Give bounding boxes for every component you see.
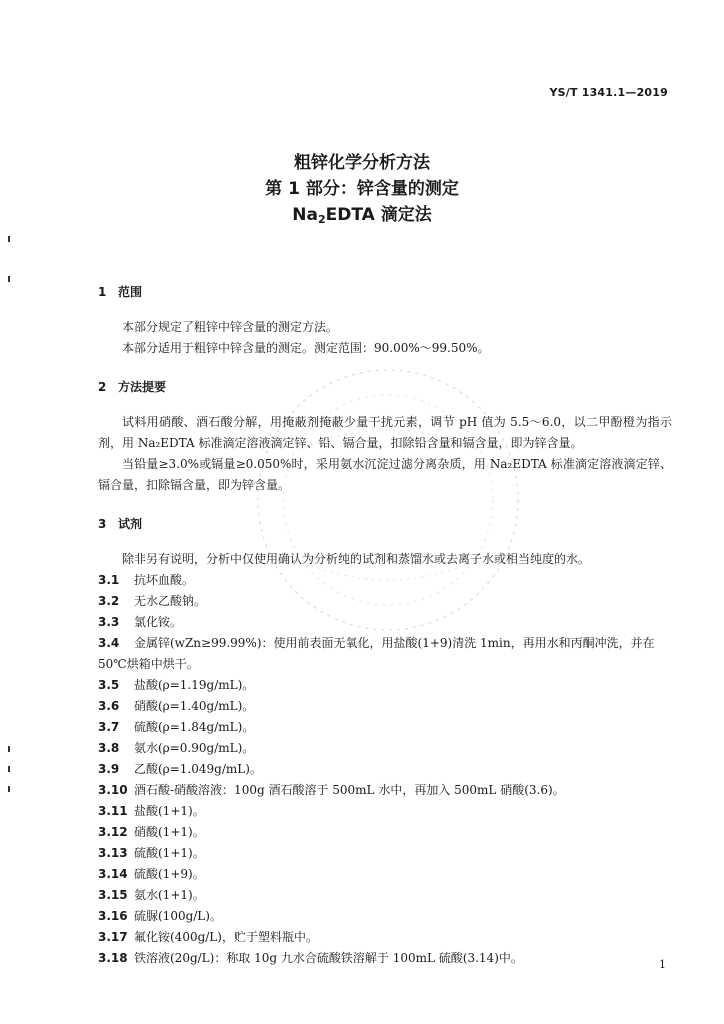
reagent-item [98,801,672,822]
reagent-item [98,633,672,654]
reagent-number: 3.11 [98,804,128,818]
reagent-text: 硫酸(ρ=1.84g/mL)。 [134,720,255,734]
reagent-number: 3.18 [98,951,128,965]
reagent-number: 3.14 [98,867,128,881]
section-1-title: 范围 [118,285,143,299]
reagent-text: 金属锌(wZn≥99.99%)：使用前表面无氧化，用盐酸(1+9)清洗 1min，再用水和丙酮冲洗，并在 [134,636,655,650]
title-block [0,150,724,233]
reagent-item [98,927,672,948]
scope-paragraph-2: 本部分适用于粗锌中锌含量的测定。测定范围：90.00%～99.50%。 [122,341,490,355]
title-line-3-pre: Na [292,205,318,225]
reagent-item [98,822,672,843]
reagent-item [98,675,672,696]
reagent-item [98,864,672,885]
page-number: 1 [659,958,666,971]
method-paragraph-1: 试料用硝酸、酒石酸分解，用掩蔽剂掩蔽少量干扰元素，调节 pH 值为 5.5～6.0，以二甲酚橙为指示剂，用 Na₂EDTA 标准滴定溶液滴定锌、铅、镉合量，扣除铅含量和镉含量，即为锌含量。 [98,415,672,450]
reagent-text: 硝酸(ρ=1.40g/mL)。 [134,699,255,713]
method-paragraph-2: 当铅量≥3.0%或镉量≥0.050%时，采用氨水沉淀过滤分离杂质，用 Na₂EDTA 标准滴定溶液滴定锌、镉合量，扣除镉含量，即为锌含量。 [98,457,672,492]
reagent-text: 氨水(ρ=0.90g/mL)。 [134,741,255,755]
reagent-list [98,570,672,969]
reagent-number: 3.13 [98,846,128,860]
reagent-item [98,780,672,801]
reagent-text: 氟化铵(400g/L)，贮于塑料瓶中。 [134,930,318,944]
reagent-number: 3.17 [98,930,128,944]
reagent-item [98,591,672,612]
reagent-number: 3.1 [98,573,120,587]
reagent-number: 3.5 [98,678,120,692]
reagent-text: 铁溶液(20g/L)：称取 10g 九水合硫酸铁溶解于 100mL 硫酸(3.14)中。 [134,951,523,965]
reagent-text: 硫脲(100g/L)。 [134,909,222,923]
title-line-1: 粗锌化学分析方法 [294,153,430,173]
title-line-2: 第 1 部分：锌含量的测定 [265,179,459,199]
standard-code: YS/T 1341.1—2019 [549,86,668,99]
reagent-item [98,738,672,759]
reagent-text: 盐酸(ρ=1.19g/mL)。 [134,678,255,692]
title-line-3-post: EDTA 滴定法 [325,205,432,225]
reagent-text: 硫酸(1+9)。 [134,867,205,881]
section-2-number: 2 [98,380,107,394]
section-3-title: 试剂 [118,517,143,531]
document-body [98,282,672,969]
reagent-number: 3.4 [98,636,120,650]
reagent-item [98,570,672,591]
reagent-number: 3.15 [98,888,128,902]
reagent-text-continuation: 50℃烘箱中烘干。 [98,657,199,671]
section-3-heading [98,514,672,535]
reagents-intro: 除非另有说明，分析中仅使用确认为分析纯的试剂和蒸馏水或去离子水或相当纯度的水。 [122,552,591,566]
reagent-text: 氯化铵。 [134,615,183,629]
reagent-item [98,717,672,738]
scan-mark [8,276,10,282]
scan-mark [8,746,10,752]
reagent-number: 3.10 [98,783,128,797]
reagent-text: 硝酸(1+1)。 [134,825,205,839]
section-2-title: 方法提要 [118,380,167,394]
reagent-item [98,948,672,969]
reagent-number: 3.2 [98,594,120,608]
reagent-item [98,612,672,633]
reagent-number: 3.9 [98,762,120,776]
reagent-item [98,906,672,927]
title-line-3 [0,202,724,233]
reagent-text: 盐酸(1+1)。 [134,804,205,818]
reagent-text: 抗坏血酸。 [134,573,195,587]
reagent-number: 3.16 [98,909,128,923]
scan-mark [8,786,10,792]
reagent-number: 3.8 [98,741,120,755]
section-1-heading [98,282,672,303]
title-line-3-sub: 2 [317,213,326,226]
reagent-item [98,696,672,717]
scan-mark [8,766,10,772]
reagent-number: 3.7 [98,720,120,734]
reagent-number: 3.6 [98,699,120,713]
reagent-text: 硫酸(1+1)。 [134,846,205,860]
section-3-number: 3 [98,517,107,531]
section-1-number: 1 [98,285,107,299]
reagent-item [98,885,672,906]
reagent-text: 乙酸(ρ=1.049g/mL)。 [134,762,262,776]
reagent-item [98,843,672,864]
section-2-heading [98,377,672,398]
reagent-number: 3.3 [98,615,120,629]
reagent-text: 氨水(1+1)。 [134,888,205,902]
reagent-text: 酒石酸-硝酸溶液：100g 酒石酸溶于 500mL 水中，再加入 500mL 硝酸(3.6)。 [134,783,565,797]
reagent-item [98,759,672,780]
reagent-number: 3.12 [98,825,128,839]
reagent-text: 无水乙酸钠。 [134,594,207,608]
scope-paragraph-1: 本部分规定了粗锌中锌含量的测定方法。 [122,320,339,334]
scan-mark [8,236,10,242]
